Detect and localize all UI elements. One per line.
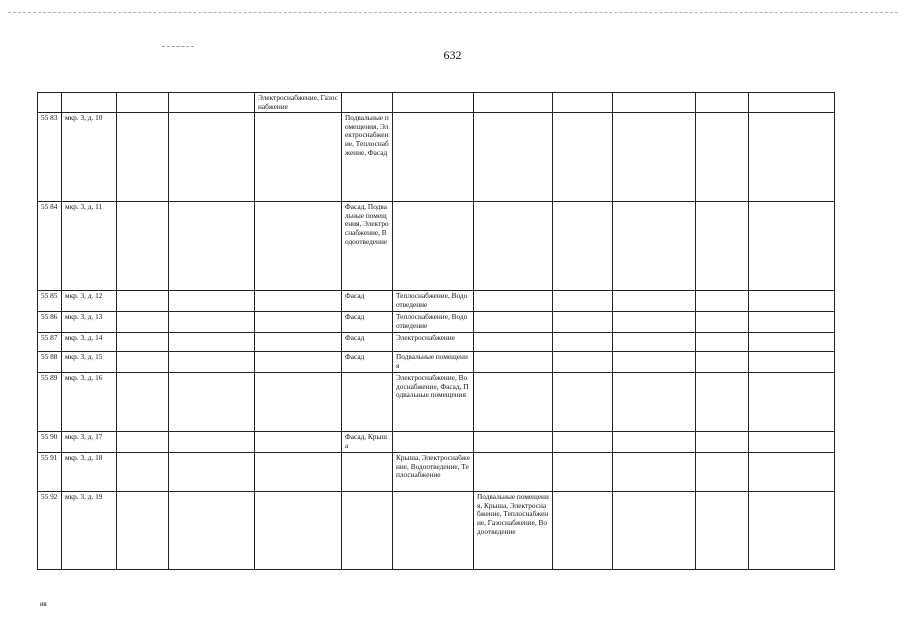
scan-artifact-dash <box>162 46 194 47</box>
table-row <box>38 492 835 570</box>
cell-works <box>474 432 553 453</box>
cell-works: Электроснабжение, Газоснабжение <box>255 93 342 113</box>
cell-works <box>474 291 553 312</box>
cell-number: 55 86 <box>38 312 62 333</box>
cell-number: 55 88 <box>38 352 62 373</box>
cell-address: мкр. 3, д. 16 <box>62 373 117 432</box>
cell-empty <box>696 333 749 352</box>
cell-empty <box>117 312 169 333</box>
cell-empty <box>749 492 835 570</box>
cell-empty <box>169 453 255 492</box>
cell-number: 55 85 <box>38 291 62 312</box>
cell-empty <box>613 93 696 113</box>
cell-empty <box>749 333 835 352</box>
cell-empty <box>169 291 255 312</box>
cell-empty <box>553 432 613 453</box>
cell-address: мкр. 3, д. 17 <box>62 432 117 453</box>
cell-works: Крыша, Электроснабжение, Водоотведение, Теплоснабжение <box>393 453 474 492</box>
cell-empty <box>553 291 613 312</box>
cell-works <box>255 333 342 352</box>
table-row <box>38 291 835 312</box>
cell-works <box>255 312 342 333</box>
cell-number: 55 91 <box>38 453 62 492</box>
cell-works <box>393 202 474 291</box>
table-row <box>38 352 835 373</box>
cell-works: Подвальные помещения, Крыша, Электроснабжение, Теплоснабжение, Газоснабжение, Водоотведение <box>474 492 553 570</box>
cell-works <box>342 93 393 113</box>
cell-works <box>393 93 474 113</box>
cell-works: Фасад, Крыша <box>342 432 393 453</box>
cell-works <box>255 352 342 373</box>
table-row <box>38 113 835 202</box>
cell-works <box>474 453 553 492</box>
cell-works: Теплоснабжение, Водоотведение <box>393 312 474 333</box>
table-row <box>38 373 835 432</box>
cell-address: мкр. 3, д. 12 <box>62 291 117 312</box>
cell-empty <box>169 312 255 333</box>
table-row <box>38 93 835 113</box>
cell-works <box>255 492 342 570</box>
cell-works <box>393 432 474 453</box>
cell-empty <box>696 453 749 492</box>
cell-empty <box>553 453 613 492</box>
cell-address: мкр. 3, д. 13 <box>62 312 117 333</box>
cell-empty <box>613 113 696 202</box>
cell-works <box>255 291 342 312</box>
cell-works: Электроснабжение <box>393 333 474 352</box>
cell-empty <box>749 93 835 113</box>
cell-works <box>393 492 474 570</box>
cell-works <box>255 113 342 202</box>
cell-empty <box>749 453 835 492</box>
cell-number: 55 84 <box>38 202 62 291</box>
cell-empty <box>169 432 255 453</box>
cell-empty <box>169 202 255 291</box>
cell-empty <box>169 352 255 373</box>
page-number: 632 <box>443 48 462 62</box>
cell-empty <box>117 432 169 453</box>
cell-empty <box>117 453 169 492</box>
cell-empty <box>117 93 169 113</box>
cell-empty <box>117 352 169 373</box>
cell-empty <box>117 333 169 352</box>
cell-empty <box>696 312 749 333</box>
cell-empty <box>613 373 696 432</box>
cell-empty <box>553 373 613 432</box>
cell-empty <box>553 492 613 570</box>
cell-works <box>474 373 553 432</box>
cell-works <box>255 202 342 291</box>
works-table <box>37 92 835 570</box>
cell-address: мкр. 3, д. 15 <box>62 352 117 373</box>
cell-number: 55 83 <box>38 113 62 202</box>
cell-empty <box>613 312 696 333</box>
cell-empty <box>169 333 255 352</box>
cell-works <box>474 113 553 202</box>
cell-works: Подвальные помещения, Электроснабжение, Теплоснабжение, Фасад <box>342 113 393 202</box>
cell-works <box>342 492 393 570</box>
cell-works <box>474 93 553 113</box>
table-row <box>38 453 835 492</box>
table-row <box>38 202 835 291</box>
cell-works <box>255 453 342 492</box>
cell-works <box>255 373 342 432</box>
cell-works <box>393 113 474 202</box>
cell-works: Подвальные помещения <box>393 352 474 373</box>
cell-works <box>474 202 553 291</box>
cell-empty <box>553 202 613 291</box>
cell-empty <box>696 93 749 113</box>
cell-empty <box>749 352 835 373</box>
cell-address: мкр. 3, д. 18 <box>62 453 117 492</box>
cell-works: Фасад <box>342 291 393 312</box>
cell-number: 55 92 <box>38 492 62 570</box>
cell-empty <box>613 352 696 373</box>
cell-empty <box>696 113 749 202</box>
cell-empty <box>117 373 169 432</box>
cell-number <box>38 93 62 113</box>
cell-empty <box>613 291 696 312</box>
cell-empty <box>169 373 255 432</box>
cell-empty <box>613 432 696 453</box>
cell-empty <box>553 352 613 373</box>
cell-works: Электроснабжение, Водоснабжение, Фасад, Подвальные помещения <box>393 373 474 432</box>
cell-works: Фасад <box>342 333 393 352</box>
cell-number: 55 90 <box>38 432 62 453</box>
cell-works: Теплоснабжение, Водоотведение <box>393 291 474 312</box>
cell-works: Фасад <box>342 312 393 333</box>
table-row <box>38 432 835 453</box>
cell-empty <box>613 492 696 570</box>
cell-works <box>474 333 553 352</box>
cell-empty <box>613 202 696 291</box>
cell-empty <box>553 333 613 352</box>
cell-number: 55 89 <box>38 373 62 432</box>
cell-empty <box>117 291 169 312</box>
cell-empty <box>117 202 169 291</box>
cell-empty <box>696 492 749 570</box>
cell-empty <box>117 492 169 570</box>
cell-empty <box>696 352 749 373</box>
cell-works <box>342 373 393 432</box>
cell-empty <box>749 113 835 202</box>
cell-empty <box>613 333 696 352</box>
cell-address: мкр. 3, д. 14 <box>62 333 117 352</box>
cell-empty <box>553 113 613 202</box>
cell-address: мкр. 3, д. 10 <box>62 113 117 202</box>
cell-works <box>474 312 553 333</box>
cell-empty <box>169 93 255 113</box>
cell-address: мкр. 3, д. 11 <box>62 202 117 291</box>
cell-works <box>474 352 553 373</box>
cell-empty <box>169 492 255 570</box>
cell-empty <box>749 432 835 453</box>
cell-works <box>342 453 393 492</box>
footer-mark: ив <box>40 602 47 608</box>
cell-empty <box>169 113 255 202</box>
cell-empty <box>696 291 749 312</box>
cell-empty <box>696 373 749 432</box>
cell-empty <box>749 312 835 333</box>
cell-number: 55 87 <box>38 333 62 352</box>
cell-address: мкр. 3, д. 19 <box>62 492 117 570</box>
cell-empty <box>696 432 749 453</box>
cell-empty <box>696 202 749 291</box>
table-row <box>38 312 835 333</box>
cell-empty <box>749 291 835 312</box>
cell-empty <box>749 202 835 291</box>
cell-works <box>255 432 342 453</box>
cell-works: Фасад <box>342 352 393 373</box>
cell-works: Фасад, Подвальные помещения, Электроснабжение, Водоотведение <box>342 202 393 291</box>
scan-artifact-line <box>8 12 898 13</box>
cell-empty <box>117 113 169 202</box>
cell-empty <box>613 453 696 492</box>
cell-address <box>62 93 117 113</box>
cell-empty <box>749 373 835 432</box>
cell-empty <box>553 93 613 113</box>
table-row <box>38 333 835 352</box>
cell-empty <box>553 312 613 333</box>
